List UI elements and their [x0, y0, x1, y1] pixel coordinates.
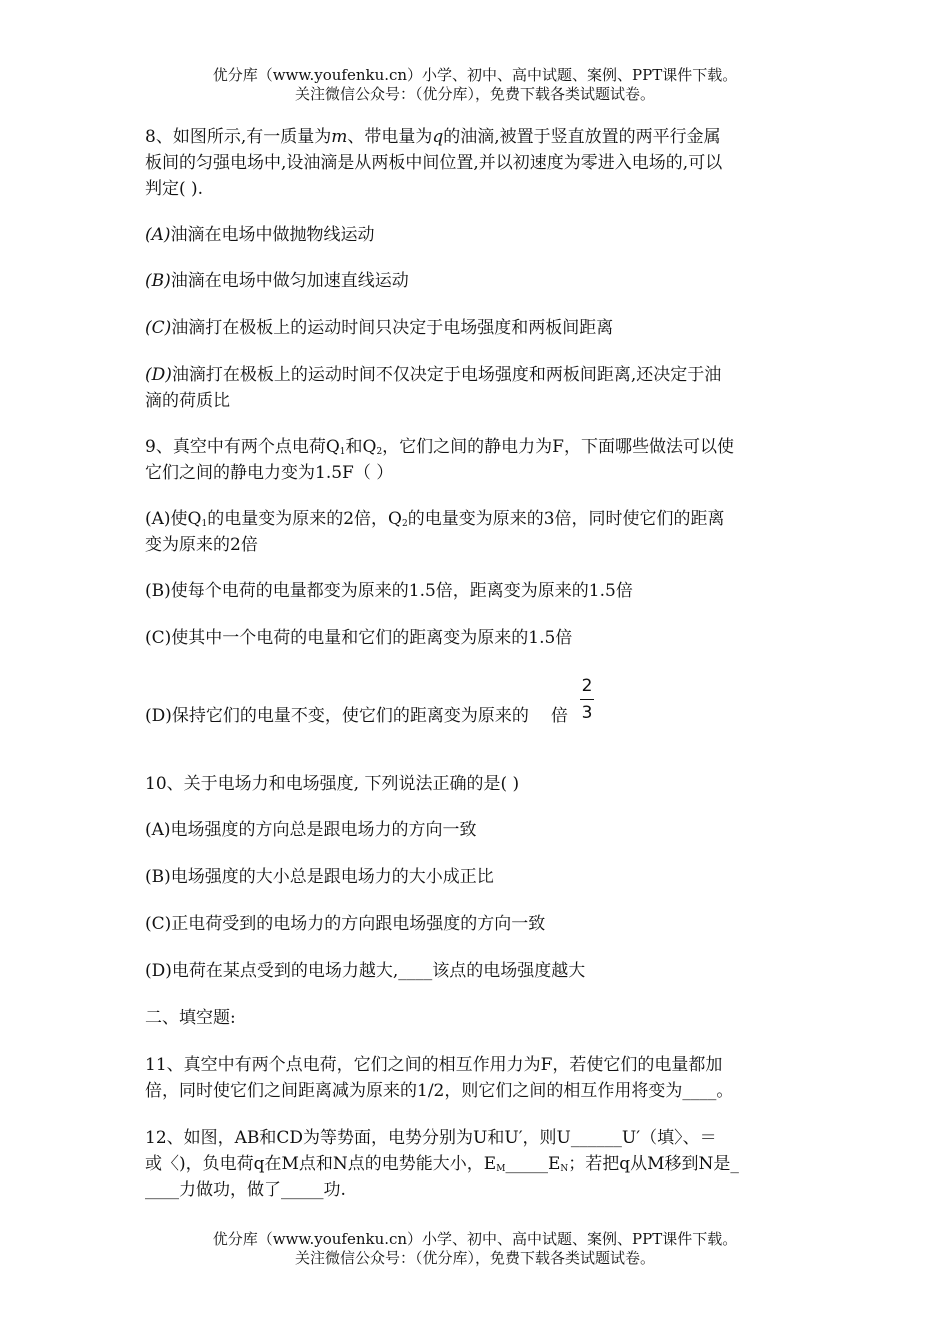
- page-footer: [0, 1230, 950, 1268]
- q9-option-a-cont: 变为原来的2倍: [145, 535, 258, 555]
- q10-option-c: (C)正电荷受到的电场力的方向跟电场强度的方向一致: [145, 914, 546, 934]
- q8-line-2: 板间的匀强电场中,设油滴是从两板中间位置,并以初速度为零进入电场的,可以: [145, 153, 723, 173]
- section-title-fill-in: 二、填空题:: [145, 1008, 236, 1028]
- q10-option-d: (D)电荷在某点受到的电场力越大,____该点的电场强度越大: [145, 961, 586, 981]
- q9-option-b: (B)使每个电荷的电量都变为原来的1.5倍，距离变为原来的1.5倍: [145, 581, 633, 601]
- q10-line: 10、关于电场力和电场强度, 下列说法正确的是( ): [145, 774, 520, 794]
- q9-option-d: (D)保持它们的电量不变，使它们的距离变为原来的 倍: [145, 706, 568, 726]
- q9-line-1: 9、真空中有两个点电荷$Q_1$和$Q_2$，它们之间的静电力为F，下面哪些做法可以使: [145, 437, 734, 457]
- q12-line-3: ____力做功，做了_____功.: [145, 1180, 346, 1200]
- q8-option-a: (A)油滴在电场中做抛物线运动: [145, 225, 375, 245]
- q11-line-2: 倍，同时使它们之间距离减为原来的1/2，则它们之间的相互作用将变为____。: [145, 1081, 734, 1101]
- q9-option-c: (C)使其中一个电荷的电量和它们的距离变为原来的1.5倍: [145, 628, 573, 648]
- q12-line-1: 12、如图，AB和CD为等势面，电势分别为U和U′，则U______U′（填〉、＝: [145, 1128, 717, 1148]
- fraction-two-thirds: [577, 675, 597, 724]
- q8-option-d: (D)油滴打在极板上的运动时间不仅决定于电场强度和两板间距离,还决定于油: [145, 365, 722, 385]
- footer-line-2: 关注微信公众号：（优分库），免费下载各类试题试卷。: [294, 1249, 655, 1267]
- q8-option-b: (B)油滴在电场中做匀加速直线运动: [145, 271, 409, 291]
- q11-line-1: 11、真空中有两个点电荷，它们之间的相互作用力为F，若使它们的电量都加: [145, 1055, 723, 1075]
- page-header: [0, 66, 950, 104]
- q8-option-d-cont: 滴的荷质比: [145, 391, 230, 411]
- q8-line-1: 8、如图所示,有一质量为m、带电量为q的油滴,被置于竖直放置的两平行金属: [145, 127, 721, 147]
- fraction-denominator: 3: [581, 703, 593, 723]
- q8-line-3: 判定( ).: [145, 179, 204, 199]
- q12-line-2: 或〈)，负电荷q在M点和N点的电势能大小，$E_M\_\_\_\_\_E_N$；若把q从M移到N是_: [145, 1154, 739, 1174]
- fraction-numerator: 2: [581, 676, 593, 696]
- q9-line-2: 它们之间的静电力变为1.5F（ ）: [145, 463, 394, 483]
- header-line-2: 关注微信公众号：（优分库），免费下载各类试题试卷。: [294, 85, 655, 103]
- q10-option-a: (A)电场强度的方向总是跟电场力的方向一致: [145, 820, 477, 840]
- header-line-1: 优分库（www.youfenku.cn）小学、初中、高中试题、案例、PPT课件下载。: [212, 66, 738, 84]
- q8-option-c: (C)油滴打在极板上的运动时间只决定于电场强度和两板间距离: [145, 318, 614, 338]
- footer-line-1: 优分库（www.youfenku.cn）小学、初中、高中试题、案例、PPT课件下载。: [212, 1230, 738, 1248]
- fraction-bar: [580, 699, 594, 700]
- q9-option-a: (A)使$Q_1$的电量变为原来的2倍，$Q_2$的电量变为原来的3倍，同时使它们的距离: [145, 509, 725, 529]
- q10-option-b: (B)电场强度的大小总是跟电场力的大小成正比: [145, 867, 494, 887]
